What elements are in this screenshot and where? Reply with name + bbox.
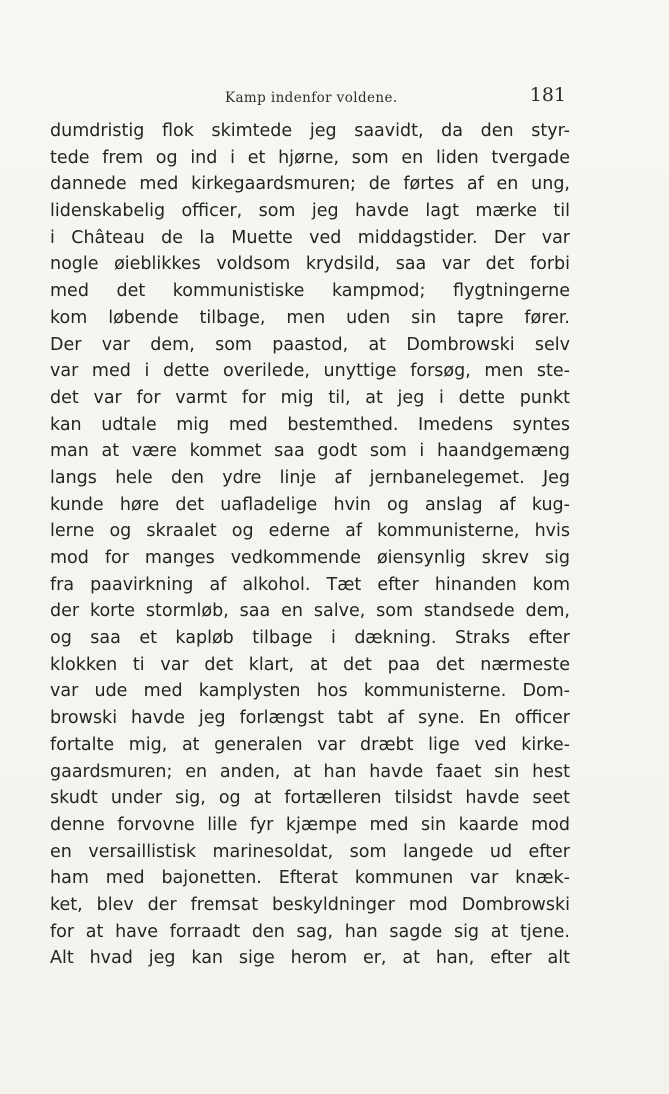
text-line: dannede med kirkegaardsmuren; de førtes af en ung, — [50, 174, 570, 195]
text-line: mod for manges vedkommende øiensynlig skrev sig — [50, 548, 570, 568]
page-header — [50, 84, 568, 114]
text-line: kan udtale mig med bestemthed. Imedens syntes — [50, 414, 570, 435]
text-line: en versaillistisk marinesoldat, som langede ud efter — [50, 841, 570, 862]
text-line: lerne og skraalet og ederne af kommunisterne, hvis — [50, 521, 570, 542]
text-line: var ude med kamplysten hos kommunisterne. Dom- — [50, 681, 570, 702]
text-line: for at have forraadt den sag, han sagde sig at tjene. — [50, 921, 570, 942]
text-line: i Château de la Muette ved middagstider. Der var — [50, 227, 570, 248]
text-line: med det kommunistiske kampmod; flygtningerne — [50, 281, 570, 302]
text-line: fra paavirkning af alkohol. Tæt efter hinanden kom — [50, 574, 570, 595]
text-line: var med i dette overilede, unyttige forsøg, men ste- — [50, 361, 570, 382]
body-text — [50, 118, 570, 972]
text-line: browski havde jeg forlængst tabt af syne. En officer — [50, 708, 570, 729]
text-line: kunde høre det uafladelige hvin og anslag af kug- — [50, 494, 570, 515]
text-line: skudt under sig, og at fortælleren tilsidst havde seet — [50, 788, 570, 809]
text-line: det var for varmt for mig til, at jeg i dette punkt — [50, 387, 570, 408]
page-number: 181 — [529, 84, 566, 106]
text-line: gaardsmuren; en anden, at han havde faaet sin hest — [50, 761, 570, 782]
text-line: der korte stormløb, saa en salve, som standsede dem, — [50, 601, 570, 622]
text-line: nogle øieblikkes voldsom krydsild, saa var det forbi — [50, 254, 570, 275]
text-line: langs hele den ydre linje af jernbanelegemet. Jeg — [50, 467, 570, 488]
running-title: Kamp indenfor voldene. — [225, 90, 398, 106]
text-line: denne forvovne lille fyr kjæmpe med sin kaarde mod — [50, 814, 570, 835]
text-line: og saa et kapløb tilbage i dækning. Straks efter — [50, 628, 570, 649]
text-line: Alt hvad jeg kan sige herom er, at han, efter alt — [50, 948, 570, 969]
text-line: Der var dem, som paastod, at Dombrowski selv — [50, 334, 570, 355]
text-line: tede frem og ind i et hjørne, som en liden tvergade — [50, 147, 570, 168]
text-line: lidenskabelig officer, som jeg havde lagt mærke til — [50, 201, 570, 222]
text-line: fortalte mig, at generalen var dræbt lige ved kirke- — [50, 734, 570, 755]
text-line: kom løbende tilbage, men uden sin tapre fører. — [50, 307, 570, 328]
text-line: ham med bajonetten. Efterat kommunen var knæk- — [50, 868, 570, 889]
text-line: klokken ti var det klart, at det paa det nærmeste — [50, 654, 570, 675]
text-line: man at være kommet saa godt som i haandgemæng — [50, 441, 570, 462]
text-line: ket, blev der fremsat beskyldninger mod Dombrowski — [50, 894, 570, 915]
text-line: dumdristig flok skimtede jeg saavidt, da den styr- — [50, 121, 570, 141]
